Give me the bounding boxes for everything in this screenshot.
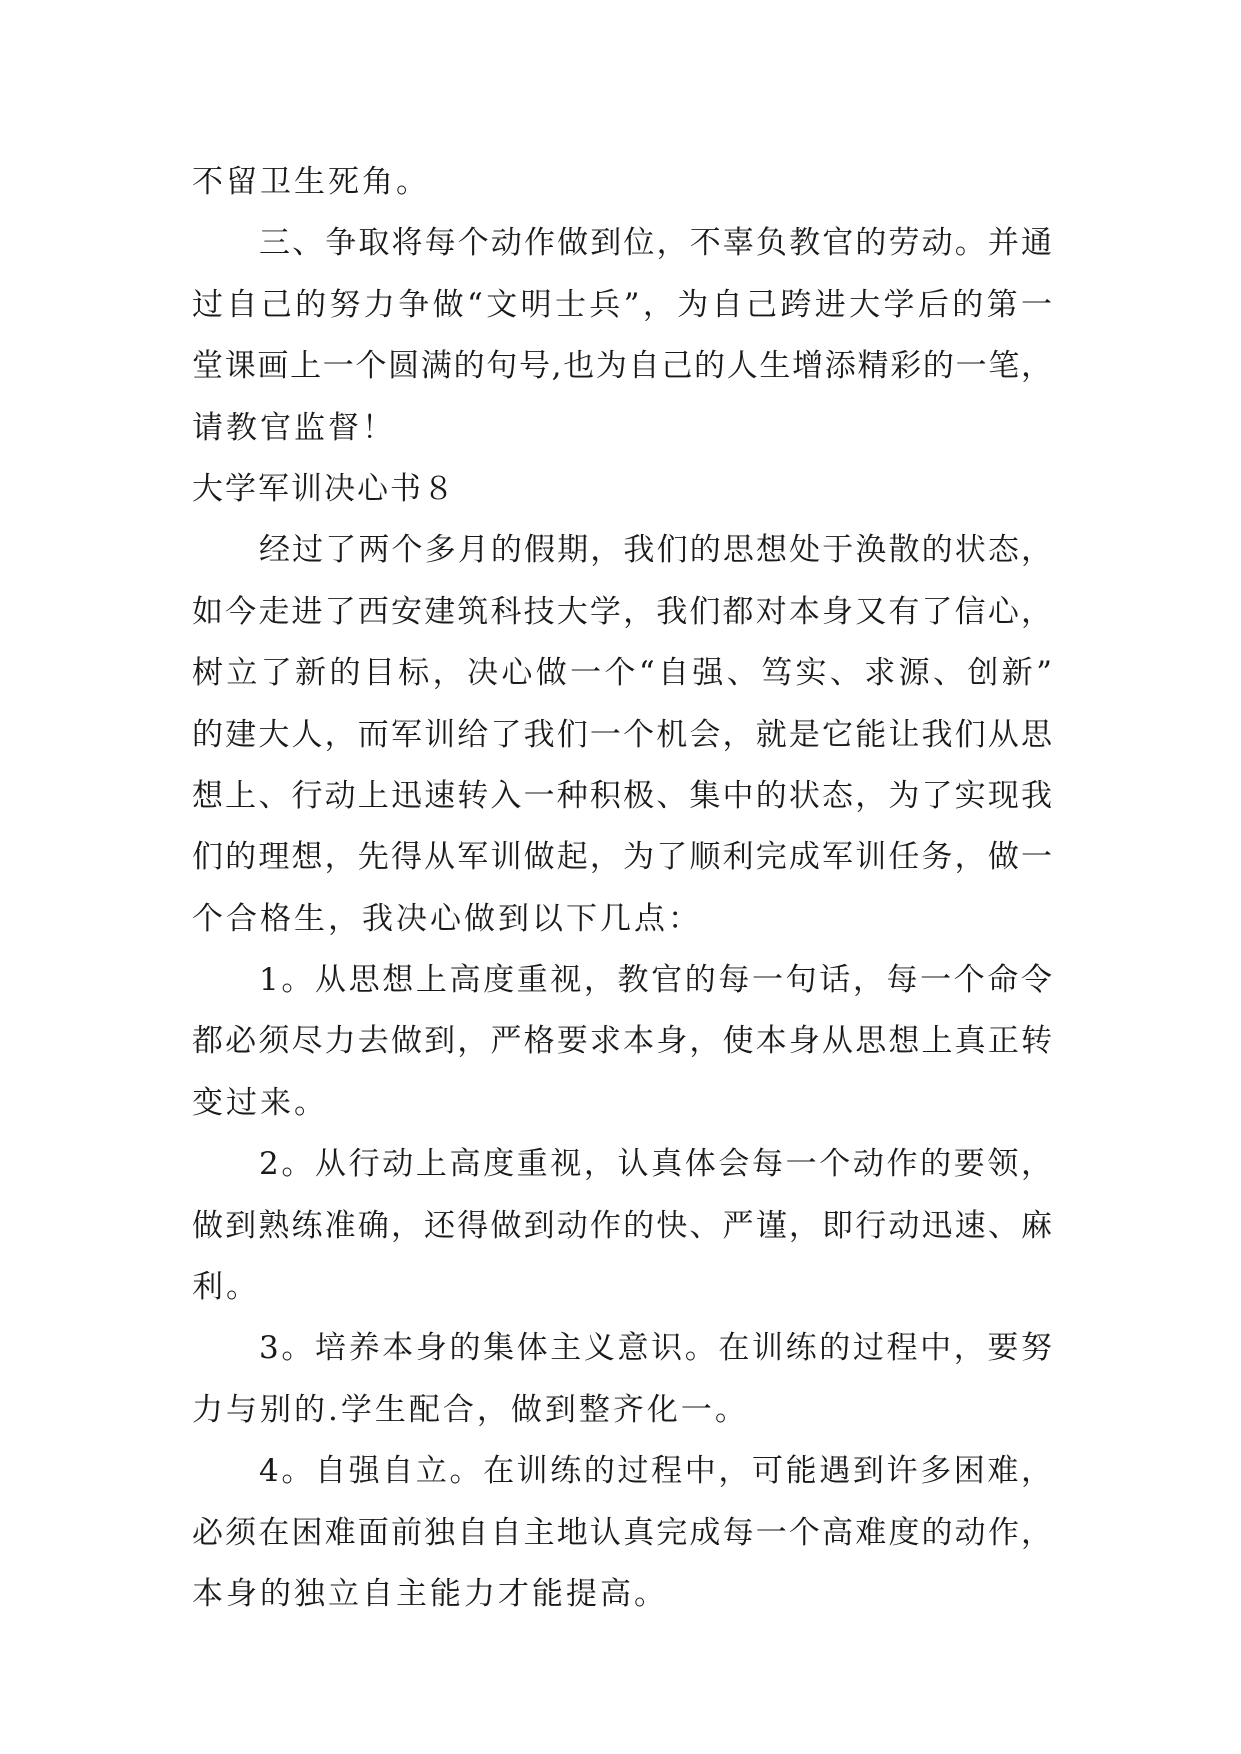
text-line: 必须在困难面前独自自主地认真完成每一个高难度的动作， [192, 1514, 1052, 1551]
text-line: 们的理想，先得从军训做起，为了顺利完成军训任务，做一 [192, 839, 1052, 876]
paragraph-line: 4。自强自立。在训练的过程中，可能遇到许多困难， [259, 1453, 1052, 1490]
paragraph-line: 3。培养本身的集体主义意识。在训练的过程中，要努 [259, 1330, 1052, 1367]
text-line: 想上、行动上迅速转入一种积极、集中的状态，为了实现我 [192, 777, 1052, 814]
text-line: 本身的独立自主能力才能提高。 [192, 1575, 668, 1612]
text-line: 利。 [192, 1269, 260, 1306]
paragraph-line: 1。从思想上高度重视，教官的每一句话，每一个命令 [259, 962, 1052, 999]
text-line: 请教官监督！ [192, 409, 396, 446]
document-page [192, 152, 1052, 1625]
text-line: 都必须尽力去做到，严格要求本身，使本身从思想上真正转 [192, 1023, 1052, 1060]
paragraph-line: 经过了两个多月的假期，我们的思想处于涣散的状态， [259, 532, 1052, 569]
text-line: 过自己的努力争做“文明士兵”，为自己跨进大学后的第一 [192, 286, 1052, 323]
text-line: 力与别的.学生配合，做到整齐化一。 [192, 1391, 749, 1428]
text-line: 个合格生，我决心做到以下几点： [192, 900, 702, 937]
paragraph-line: 2。从行动上高度重视，认真体会每一个动作的要领， [259, 1146, 1052, 1183]
text-line: 堂课画上一个圆满的句号,也为自己的人生增添精彩的一笔， [192, 348, 1052, 385]
paragraph-line: 三、争取将每个动作做到位，不辜负教官的劳动。并通 [259, 225, 1052, 262]
text-line: 做到熟练准确，还得做到动作的快、严谨，即行动迅速、麻 [192, 1207, 1052, 1244]
section-title: 大学军训决心书８ [192, 470, 456, 507]
text-line: 变过来。 [192, 1084, 328, 1121]
text-line: 树立了新的目标，决心做一个“自强、笃实、求源、创新” [192, 655, 1052, 692]
text-line: 的建大人，而军训给了我们一个机会，就是它能让我们从思 [192, 716, 1052, 753]
text-line: 不留卫生死角。 [192, 164, 430, 200]
text-line: 如今走进了西安建筑科技大学，我们都对本身又有了信心， [192, 593, 1052, 630]
